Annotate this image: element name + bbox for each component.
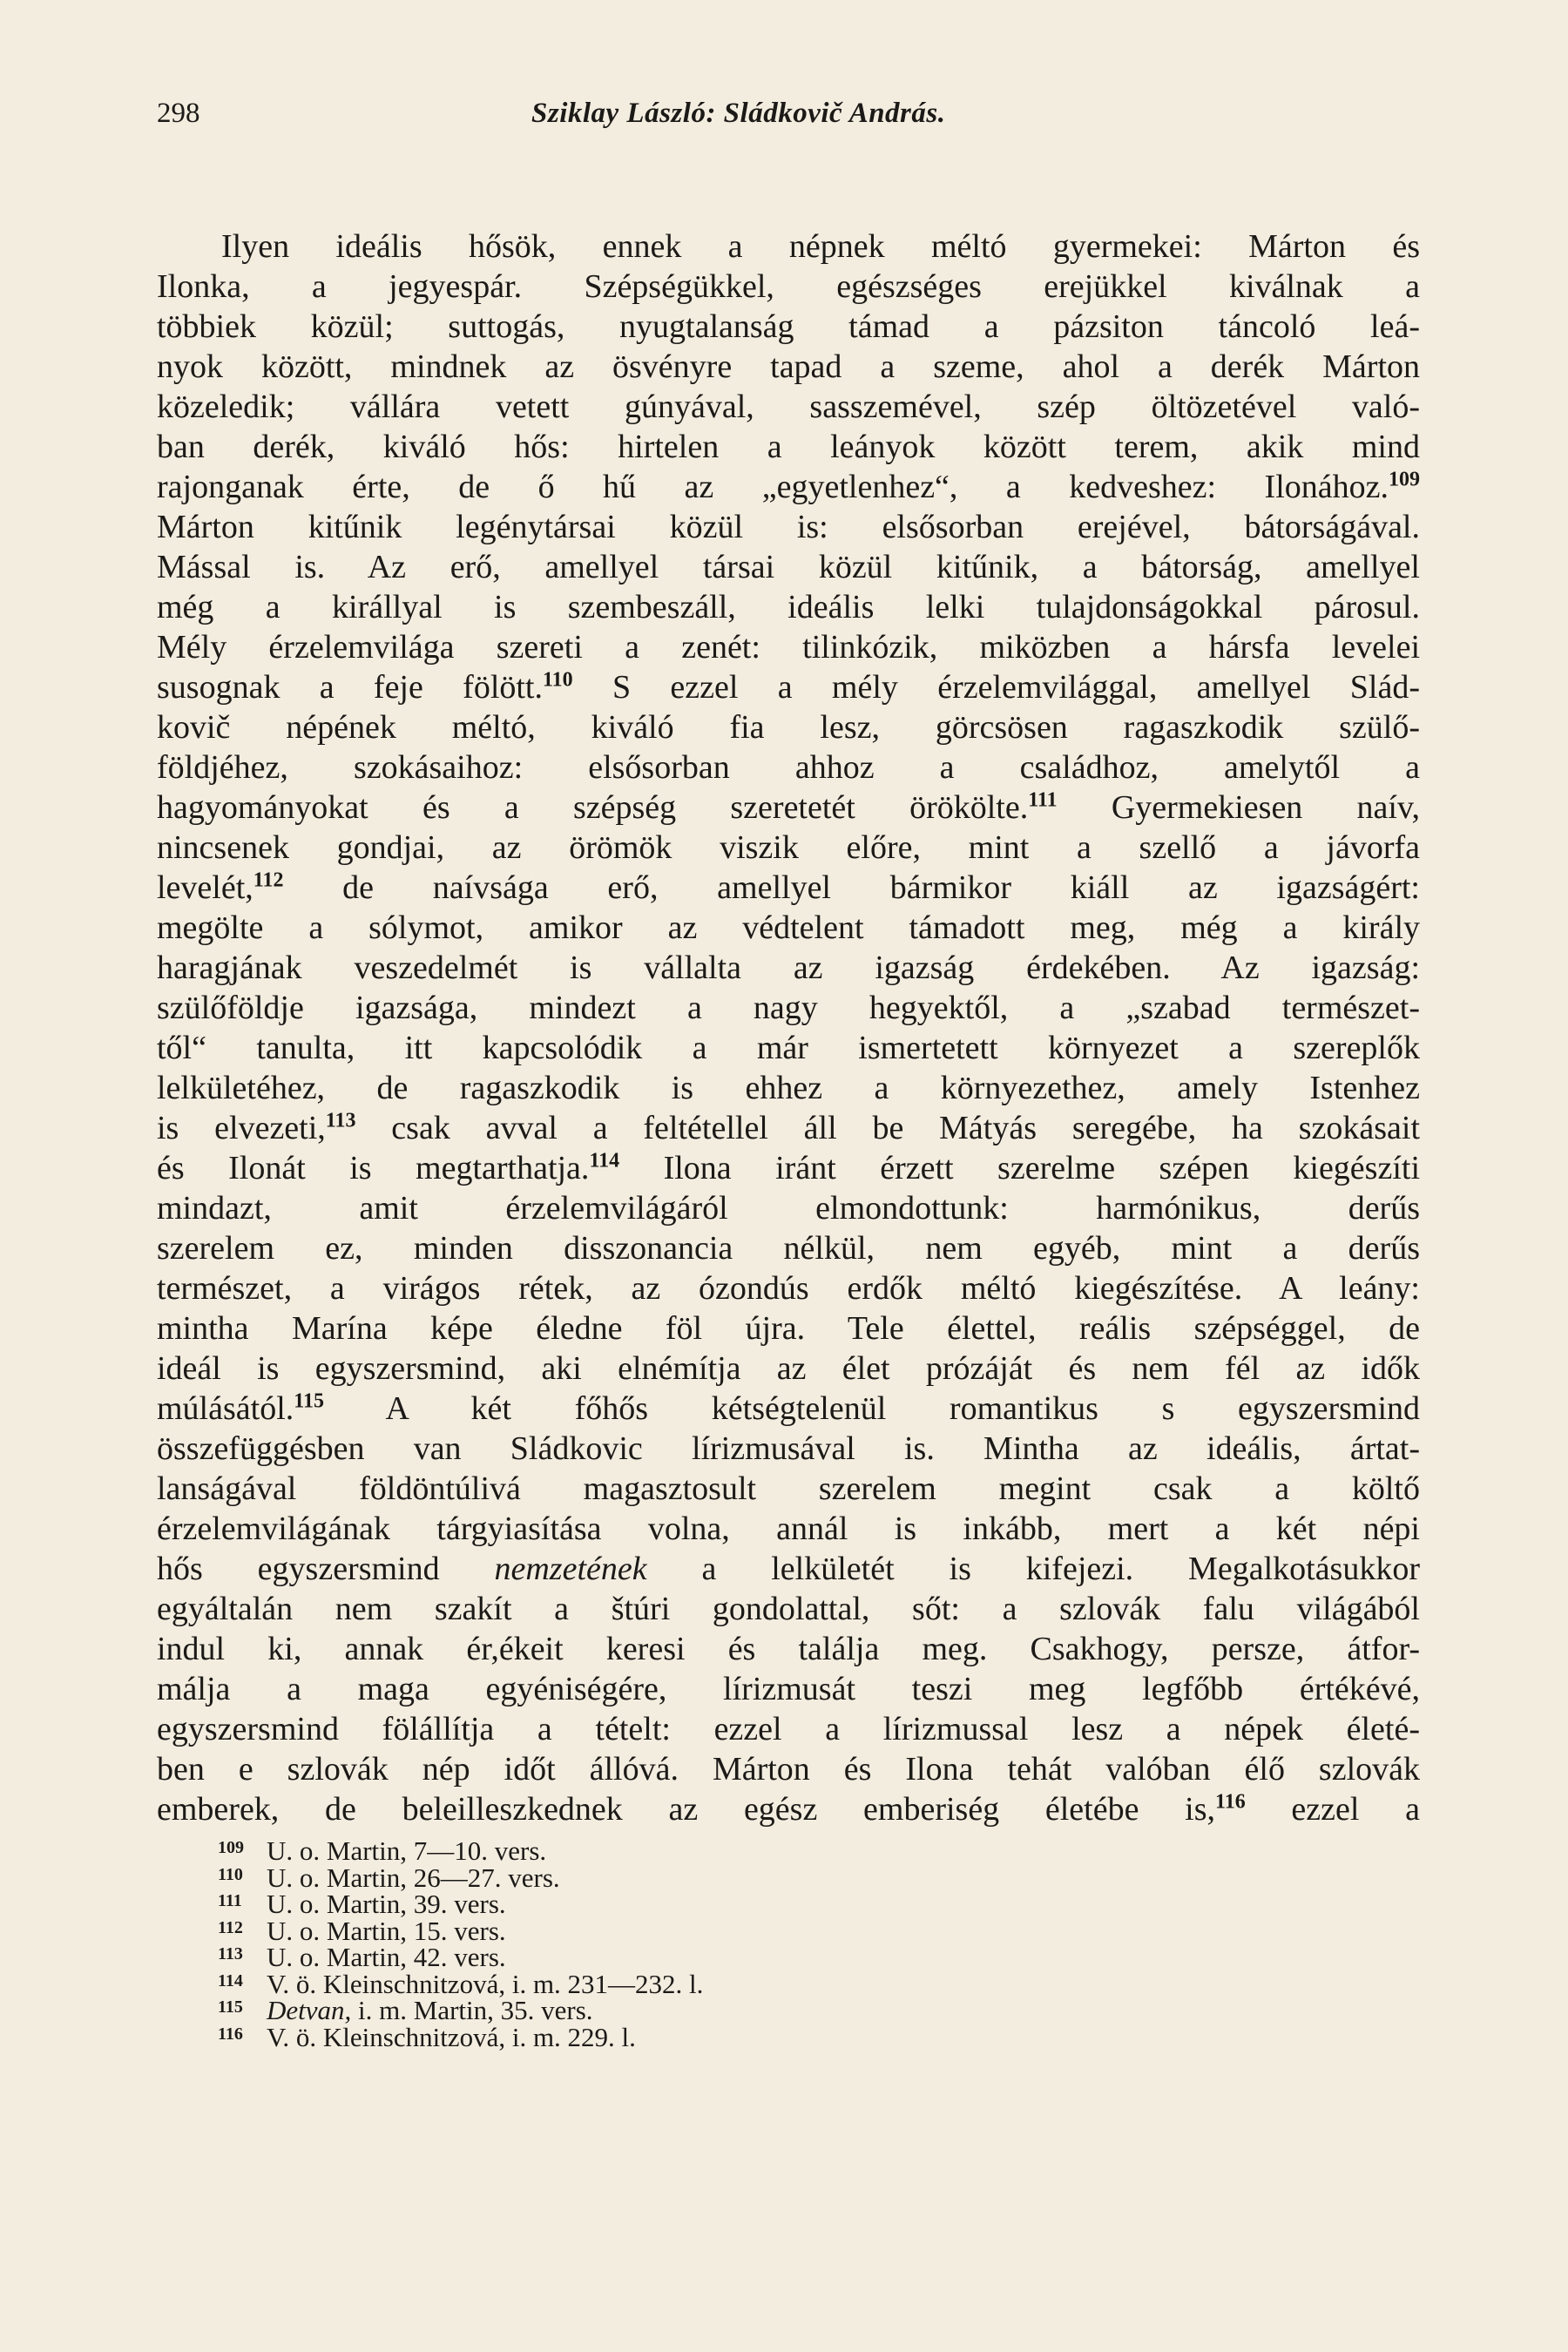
text-line [157, 828, 1420, 868]
footnote-text: U. o. Martin, 42. vers. [267, 1942, 506, 1972]
text-segment: közeledik; vállára vetett gúnyával, sasszemével, szép öltözetével való- [157, 389, 1420, 425]
text-segment: nyok között, mindnek az ösvényre tapad a szeme, ahol a derék Márton [157, 348, 1420, 385]
text-segment: mindazt, amit érzelemvilágáról elmondottunk: harmónikus, derűs [157, 1190, 1420, 1227]
text-line [157, 507, 1420, 547]
footnote-ref: 115 [294, 1389, 324, 1413]
text-segment: szülőföldje igazsága, mindezt a nagy hegyektől, a „szabad természet- [157, 990, 1420, 1026]
text-line [157, 1108, 1420, 1148]
footnote-ref: 112 [253, 868, 284, 892]
text-line [157, 387, 1420, 427]
text-segment: Mély érzelemvilága szereti a zenét: tilinkózik, miközben a hársfa levelei [157, 629, 1420, 666]
footnote-text: i. m. Martin, 35. vers. [351, 1995, 593, 2025]
text-line [157, 467, 1420, 507]
text-segment: susognak a feje fölött. [157, 669, 543, 706]
text-segment: és Ilonát is megtarthatja. [157, 1150, 590, 1186]
text-segment: nincsenek gondjai, az örömök viszik előre, mint a szellő a jávorfa [157, 829, 1420, 866]
text-segment: szerelem ez, minden disszonancia nélkül, nem egyéb, mint a derűs [157, 1230, 1420, 1267]
text-segment: megölte a sólymot, amikor az védtelent támadott meg, még a király [157, 909, 1420, 946]
text-segment: haragjának veszedelmét is vállalta az igazság érdekében. Az igazság: [157, 950, 1420, 986]
text-segment: Ilonka, a jegyespár. Szépségükkel, egészséges erejükkel kiválnak a [157, 268, 1420, 305]
text-segment: természet, a virágos rétek, az ózondús erdők méltó kiegészítése. A leány: [157, 1270, 1420, 1307]
text-line [157, 427, 1420, 467]
page-number: 298 [157, 98, 200, 129]
text-segment: málja a maga egyéniségére, lírizmusát teszi meg legfőbb értékévé, [157, 1671, 1420, 1707]
footnote-ref: 110 [543, 668, 573, 692]
footnote [218, 1915, 1176, 1946]
running-head: Sziklay László: Sládkovič András. [531, 98, 946, 129]
footnote-italic: Detvan, [267, 1995, 352, 2025]
footnote [218, 2021, 1176, 2052]
text-segment: lanságával földöntúlivá magasztosult szerelem megint csak a költő [157, 1470, 1420, 1507]
footnote-number: 109 [218, 1838, 244, 1857]
text-line [157, 226, 1420, 267]
text-line [157, 988, 1420, 1028]
text-line [157, 1789, 1420, 1829]
text-segment: levelét, [157, 869, 253, 906]
text-line [157, 747, 1420, 787]
text-line [157, 1228, 1420, 1268]
text-line [157, 1308, 1420, 1348]
text-line [157, 908, 1420, 948]
footnote-ref: 113 [325, 1109, 356, 1132]
footnote-text: V. ö. Kleinschnitzová, i. m. 231—232. l. [267, 1968, 704, 1999]
text-line [157, 1348, 1420, 1389]
footnote-number: 115 [218, 1997, 243, 2017]
text-segment: a lelkületét is kifejezi. Megalkotásukkor [646, 1551, 1421, 1587]
page-header [157, 98, 1429, 141]
body-text [157, 226, 1420, 1829]
text-line [157, 1068, 1420, 1108]
text-segment: indul ki, annak ér,ékeit keresi és találja meg. Csakhogy, persze, átfor- [157, 1631, 1420, 1667]
text-segment: rajonganak érte, de ő hű az „egyetlenhez“, a kedveshez: Ilonához. [157, 469, 1389, 505]
footnote [218, 1968, 1176, 1999]
footnote [218, 1862, 1176, 1893]
text-segment: egyáltalán nem szakít a štúri gondolattal, sőt: a szlovák falu világából [157, 1591, 1420, 1627]
footnote-ref: 111 [1028, 788, 1058, 812]
text-segment: A két főhős kétségtelenül romantikus s egyszersmind [323, 1390, 1420, 1427]
footnote-ref: 114 [589, 1149, 620, 1173]
text-line [157, 707, 1420, 747]
text-line [157, 787, 1420, 828]
footnote-number: 114 [218, 1970, 243, 1990]
text-line [157, 1469, 1420, 1509]
text-line [157, 1148, 1420, 1188]
text-segment: egyszersmind fölállítja a tételt: ezzel a lírizmussal lesz a népek életé- [157, 1711, 1420, 1747]
text-line [157, 1268, 1420, 1308]
text-segment: kovič népének méltó, kiváló fia lesz, görcsösen ragaszkodik szülő- [157, 709, 1420, 746]
text-line [157, 267, 1420, 307]
text-segment: ban derék, kiváló hős: hirtelen a leányok között terem, akik mind [157, 429, 1420, 465]
text-line [157, 1589, 1420, 1629]
text-segment: Gyermekiesen naív, [1057, 789, 1421, 826]
text-line [157, 347, 1420, 387]
footnote-number: 112 [218, 1917, 243, 1937]
text-segment: lelkületéhez, de ragaszkodik is ehhez a környezethez, amely Istenhez [157, 1070, 1420, 1106]
text-line [157, 1429, 1420, 1469]
footnote [218, 1835, 1176, 1866]
footnote-number: 116 [218, 2024, 243, 2044]
text-line [157, 1509, 1420, 1549]
text-segment: érzelemvilágának tárgyiasítása volna, annál is inkább, mert a két népi [157, 1511, 1420, 1547]
text-segment: S ezzel a mély érzelemvilággal, amellyel Slád- [572, 669, 1420, 706]
text-line [157, 948, 1420, 988]
text-segment: hős egyszersmind [157, 1551, 495, 1587]
text-line [157, 547, 1420, 587]
text-line [157, 1709, 1420, 1749]
footnote [218, 1888, 1176, 1919]
footnote-number: 111 [218, 1891, 242, 1910]
text-segment: földjéhez, szokásaihoz: elsősorban ahhoz a családhoz, amelytől a [157, 749, 1420, 786]
text-segment: ideál is egyszersmind, aki elnémítja az élet prózáját és nem fél az idők [157, 1350, 1420, 1387]
text-line [157, 627, 1420, 667]
text-line [157, 1188, 1420, 1228]
footnote-text: U. o. Martin, 15. vers. [267, 1915, 506, 1946]
text-segment: Ilyen ideális hősök, ennek a népnek méltó gyermekei: Márton és [221, 228, 1420, 265]
text-segment: is elvezeti, [157, 1110, 326, 1146]
footnote-text: U. o. Martin, 26—27. vers. [267, 1862, 560, 1893]
text-line [157, 1669, 1420, 1709]
text-segment: mintha Marína képe éledne föl újra. Tele élettel, reális szépséggel, de [157, 1310, 1420, 1347]
text-segment: ben e szlovák nép időt állóvá. Márton és Ilona tehát valóban élő szlovák [157, 1751, 1420, 1788]
text-segment: többiek közül; suttogás, nyugtalanság támad a pázsiton táncoló leá- [157, 308, 1420, 345]
footnote-text: V. ö. Kleinschnitzová, i. m. 229. l. [267, 2021, 636, 2052]
text-segment: Márton kitűnik legénytársai közül is: elsősorban erejével, bátorságával. [157, 509, 1420, 545]
footnote-text: U. o. Martin, 7—10. vers. [267, 1835, 547, 1866]
italic-term: nemzetének [494, 1551, 647, 1587]
text-segment: de naívsága erő, amellyel bármikor kiáll az igazságért: [283, 869, 1420, 906]
text-segment: csak avval a feltétellel áll be Mátyás seregébe, ha szokásait [355, 1110, 1420, 1146]
text-segment: múlásától. [157, 1390, 294, 1427]
text-segment: összefüggésben van Sládkovic lírizmusával is. Mintha az ideális, ártat- [157, 1430, 1420, 1467]
text-line [157, 1749, 1420, 1789]
footnote-ref: 116 [1215, 1790, 1246, 1814]
text-line [157, 1028, 1420, 1068]
text-line [157, 1549, 1420, 1589]
text-segment: ezzel a [1245, 1791, 1420, 1828]
text-segment: még a királlyal is szembeszáll, ideális lelki tulajdonságokkal párosul. [157, 589, 1420, 625]
text-line [157, 1629, 1420, 1669]
text-segment: Ilona iránt érzett szerelme szépen kiegészíti [619, 1150, 1421, 1186]
footnote-number: 113 [218, 1944, 243, 1963]
footnote [218, 1941, 1176, 1972]
text-segment: től“ tanulta, itt kapcsolódik a már ismertetett környezet a szereplők [157, 1030, 1420, 1066]
text-segment: emberek, de beleilleszkednek az egész emberiség életébe is, [157, 1791, 1216, 1828]
text-segment: Mással is. Az erő, amellyel társai közül kitűnik, a bátorság, amellyel [157, 549, 1420, 585]
text-line [157, 868, 1420, 908]
text-line [157, 587, 1420, 627]
footnotes [218, 1835, 1176, 2052]
text-segment: hagyományokat és a szépség szeretetét örökölte. [157, 789, 1029, 826]
footnote-text: U. o. Martin, 39. vers. [267, 1889, 506, 1919]
text-line [157, 667, 1420, 707]
footnote-number: 110 [218, 1864, 243, 1884]
text-line [157, 1389, 1420, 1429]
text-line [157, 307, 1420, 347]
footnote-ref: 109 [1389, 468, 1420, 491]
